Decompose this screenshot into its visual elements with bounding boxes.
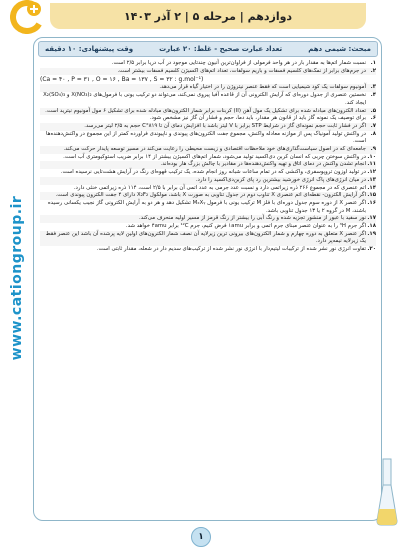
question-number: ۵. [370,107,376,114]
question-text: تعداد الکترون‌های مبادله شده برای تشکیل یک مول آهن (II) کربنات برابر شمار الکترون‌های مبادله شده برای تشکیل ۶ مول آمونیوم نیترید است. [45,107,366,114]
question-number: ۱۸. [367,223,376,230]
question-text: در میان انرژی‌های پاک انرژی خورشید بیشترین رد پای کربن‌دی‌اکسید را دارد. [195,176,366,183]
question-text: اگر آرایش الکترون- نقطه‌ای اتم عنصری X تناوب دوم در جدول تناوبی به صورت X باشد، مولکول X₂F₂ دارای ۴ جفت الکترون پیوندی است. [55,192,366,199]
question-text: در جرم‌های برابر از نمک‌های کلسیم فسفات و باریم سولفات، تعداد اتم‌های اکسیژن کلسیم فسفات بیشتر است. [117,67,366,74]
count-label: تعداد عبارت صحیح - غلط: ۲۰ عبارت [159,45,283,53]
question-text: اگر عنصر X متعلق به دوره چهارم و شمار الکترون‌های بیرونی ترین زیرلایه آن نصف شمار الکترون‌های اولین لایه پرشده آن باشد این عنصر فقط یک زیرلایه نیمه‌پر دارد. [45,230,366,245]
question-item [40,223,376,231]
question-text: در واکنش تولید آمونیاک پس از موازنه معادله واکنش، مجموع جفت الکترون‌های پیوندی و ناپیوندی فراورده کمتر از این مجموع در واکنش‌دهنده‌ها است. [45,130,366,145]
question-text: اگر جرم ³H را به عنوان عنصر مبنای جرم اتمی و برابر ۱amu فرض کنیم، جرم ¹²C برابر ۴amu خواهد شد. [125,223,366,230]
question-number: ۱۶. [367,199,376,206]
subject-label: مبحث: شیمی دهم [308,45,371,53]
time-label: وقت پیشنهادی: ۱۰ دقیقه [45,45,134,53]
header-title: دوازدهم | مرحله ۵ | ۲ آذر ۱۴۰۳ [123,9,293,23]
info-bar [38,41,378,57]
question-list [40,60,376,254]
question-item [40,68,376,76]
question-text: در واکنش سوختن چربی که انسان کربن دی‌اکسید تولید می‌شود، شمار اتم‌های اکسیژن بیشتر از ۱۴ برابر ضریب استوکیومتری آب است. [63,153,366,160]
question-number: ۹. [370,146,376,153]
question-text: نسبت شمار اتم‌ها به مقدار بار در هر واحد فرمولی از فراوان‌ترین آنیون چندتایی موجود در آب دریا برابر ۲/۵ است. [111,60,366,66]
question-item [40,246,376,254]
question-text: نور سفید با عبور از منشور تجزیه شده و رنگ آبی را بیشتر از رنگ قرمز از مسیر اولیه منحرف می‌کند. [139,215,366,222]
question-item [40,60,376,68]
question-text: اتم عنصری که در مجموع ۲۶۶ ذره زیراتمی دارد و نسبت عدد جرمی به عدد اتمی آن برابر با ۲/۵ است، ۱۱۴ ذره زیراتمی خنثی دارد. [73,184,366,191]
question-item [40,231,376,246]
question-number: ۱۵. [367,192,376,199]
question-number: ۱۹. [367,230,376,237]
question-number: ۱۰. [367,153,376,160]
question-item [40,84,376,92]
question-text: آمونیوم سولفات یک کود شیمیایی است که فقط عنصر نیتروژن را در اختیار گیاه قرار می‌دهد. [159,84,366,91]
question-number: ۶. [370,115,376,122]
question-item [40,123,376,131]
question-item [40,131,376,146]
question-item [40,146,376,154]
question-text: جامعه‌ای که در اصول سیاست‌گذاری‌های خود ملاحظات اقتصادی و زیست محیطی را رعایت می‌کند در مسیر توسعه پایدار حرکت می‌کند. [63,146,366,153]
question-text: تفاوت انرژی نور نشر شده از ترکیبات لیتیم‌دار با انرژی نور نشر شده از ترکیب‌های سدیم دار در شعله، مقدار ثابتی است. [96,246,366,253]
question-number: ۲۰. [367,246,376,253]
question-text: اگر در فشار ثابت حجم نمونه‌ای گاز در شرایط STP برابر با V لیتر باشد با افزایش دمای آن تا ۸۱۹°C حجم به ۲/۵ لیتر می‌رسد. [84,122,366,129]
question-text: نخستین عنصری از جدول دوره‌ای که آرایش الکترونی آن از قاعده آفبا پیروی نمی‌کند، می‌تواند دو ترکیب یونی با فرمول‌های X(NO₃)₂ و X₂(SO₄)₃ ایجاد کند. [43,92,366,106]
question-number: ۸. [370,130,376,137]
question-number: ۴. [370,92,376,99]
question-item [40,115,376,123]
question-item [40,169,376,177]
question-number: ۱۲. [367,169,376,176]
question-number: ۳. [370,84,376,91]
question-item [40,92,376,107]
question-number: ۱۴. [367,184,376,191]
question-text: اگر عنصر X از دوره سوم جدول دوره‌ای با فلز M ترکیب یونی با فرمول MₓXᵧ تشکیل دهد و هر دو به آرایش الکترونی گاز نجیب یکسانی رسیده باشند، M در گروه ۲ یا ۱۳ جدول تناوبی باشد. [47,199,366,214]
question-text: در تولید اوزون تروپوسفری، واکنشی که در تمام ساعات شبانه روز انجام شده، یک ترکیب قهوه‌ای رنگ در آرایش هشت‌تایی نرسیده است. [60,169,366,176]
question-number: ۱۳. [367,176,376,183]
watermark [2,130,24,430]
page-number: ۱ [191,527,211,547]
question-text: (Ca = ۴۰ , P = ۳۱ , O = ۱۶ , Ba = ۱۳۷ , S = ۳۲ : g.mol⁻¹) [40,76,204,84]
question-text: انجام تشدن واکنش در دمای اتاق و تهیه واکنش‌دهنده‌ها در مقادیر با چالش بزرگ هار بوده‌اند. [160,161,366,168]
question-item [40,161,376,169]
question-item [40,177,376,185]
question-number: ۱۷. [367,215,376,222]
question-number: ۲. [370,67,376,74]
question-item [40,192,376,200]
question-item [40,200,376,215]
question-number: ۷. [370,122,376,129]
watermark-text: www.cationgroup.ir [9,195,25,361]
flask-icon [376,457,398,527]
question-number: ۱. [370,60,376,66]
cation-logo-icon [10,0,44,34]
question-text: برای توصیف یک نمونه گاز باید از قانون هر مقدار، باید دما، حجم و فشار آن گاز نیز مشخص شود. [149,115,366,122]
page-header [50,3,366,29]
question-item [40,215,376,223]
question-number: ۱۱. [367,161,376,168]
